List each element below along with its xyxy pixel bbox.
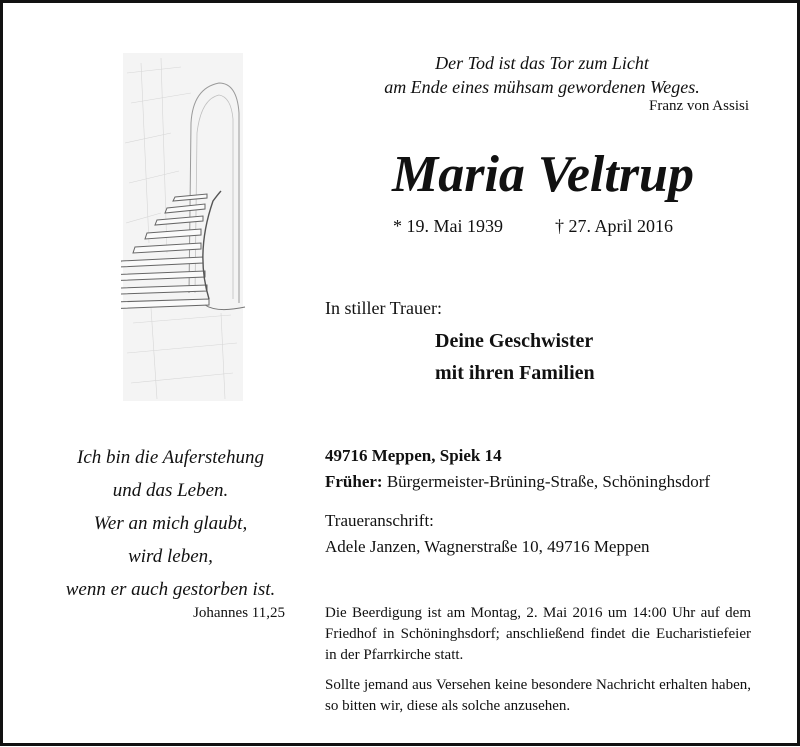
funeral-notice: Die Beerdigung ist am Montag, 2. Mai 2016 um 14:00 Uhr auf dem Friedhof in Schöninghsdorf; anschließend findet die Eucharistiefeier in der Pfarrkirche statt.	[325, 605, 751, 663]
motto	[333, 51, 751, 99]
motto-author: Franz von Assisi	[648, 98, 749, 114]
mourners	[435, 325, 595, 389]
address-block	[325, 443, 710, 495]
current-address: 49716 Meppen, Spiek 14	[325, 446, 502, 465]
quote-line: und das Leben.	[112, 480, 229, 501]
contact-block	[325, 508, 650, 560]
birth-date: * 19. Mai 1939	[393, 216, 503, 236]
motto-line-2: am Ende eines mühsam gewordenen Weges.	[384, 77, 700, 97]
mourners-line-1: Deine Geschwister	[435, 330, 594, 352]
deceased-name: Maria Veltrup	[392, 146, 694, 203]
mourning-intro: In stiller Trauer:	[325, 298, 442, 318]
mourners-line-2: mit ihren Familien	[435, 362, 595, 384]
bible-quote	[43, 441, 298, 606]
motto-line-1: Der Tod ist das Tor zum Licht	[435, 53, 649, 73]
death-date: † 27. April 2016	[555, 216, 674, 236]
former-address: Bürgermeister-Brüning-Straße, Schöninghsdorf	[386, 472, 711, 491]
quote-line: wenn er auch gestorben ist.	[65, 579, 276, 600]
notification-notice: Sollte jemand aus Versehen keine besondere Nachricht erhalten haben, so bitten wir, diese als solche anzusehen.	[325, 677, 751, 714]
contact-label: Traueranschrift:	[325, 511, 434, 530]
quote-line: wird leben,	[128, 546, 213, 567]
former-label: Früher:	[325, 472, 383, 491]
quote-line: Ich bin die Auferstehung	[77, 447, 264, 468]
staircase-illustration	[121, 53, 247, 401]
quote-reference: Johannes 11,25	[193, 605, 285, 621]
quote-line: Wer an mich glaubt,	[93, 513, 248, 534]
contact-address: Adele Janzen, Wagnerstraße 10, 49716 Meppen	[325, 537, 650, 556]
